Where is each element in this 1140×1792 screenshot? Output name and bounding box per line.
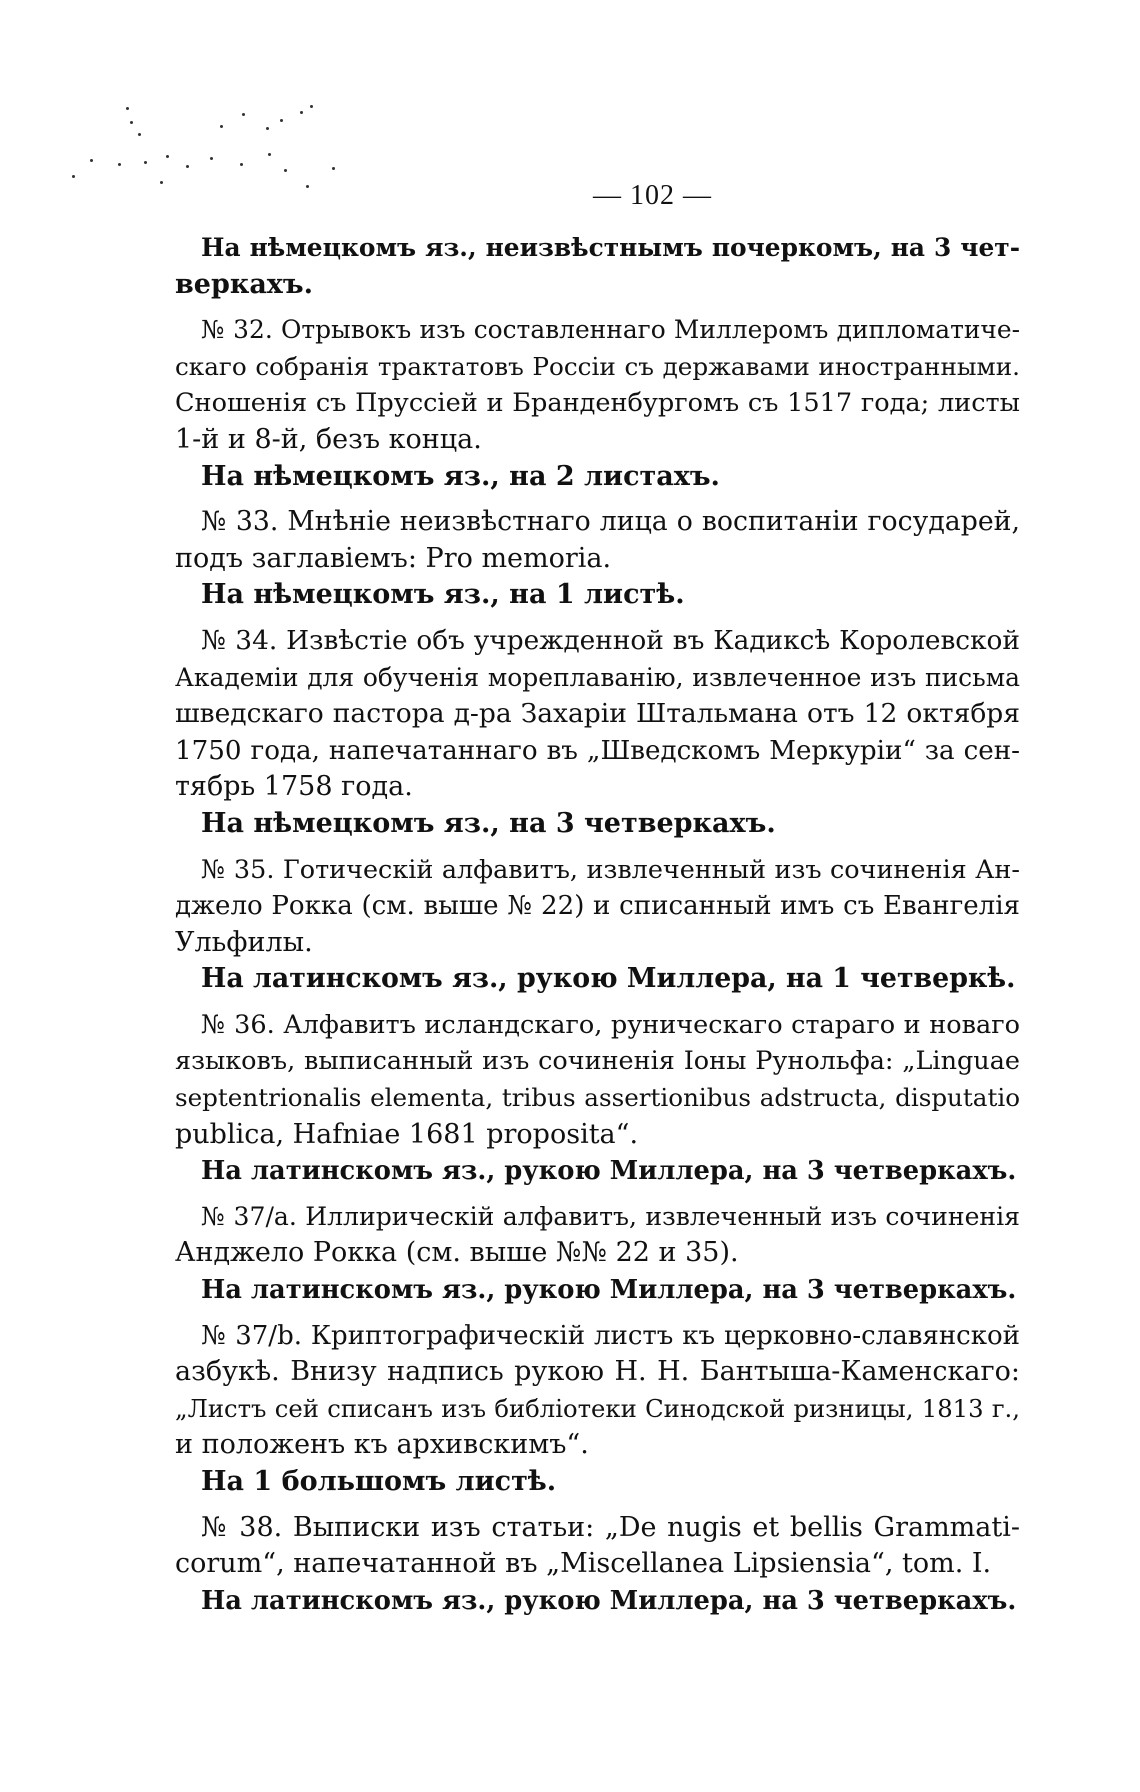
page-number: — 102 — xyxy=(593,180,712,211)
entry-line: 1750 года, напечатаннаго въ „Шведскомъ Меркуріи“ за сен- xyxy=(175,735,1020,766)
entry-line: Сношенія съ Пруссіей и Бранденбургомъ съ 1517 года; листы xyxy=(175,388,1020,419)
entry-line: тябрь 1758 года. xyxy=(175,771,413,803)
entry-line: № 32. Отрывокъ изъ составленнаго Миллеромъ дипломатиче- xyxy=(201,315,1020,345)
entry-note: На латинскомъ яз., рукою Миллера, на 3 четверкахъ. xyxy=(201,1156,1017,1187)
entry-line: publica, Hafniae 1681 proposita“. xyxy=(175,1118,639,1150)
entry-line: подъ заглавіемъ: Pro memoria. xyxy=(175,542,612,574)
entry-note: На нѣмецкомъ яз., на 3 четверкахъ. xyxy=(201,807,776,839)
catalog-entry xyxy=(175,1199,1020,1309)
entry-line: 1-й и 8-й, безъ конца. xyxy=(175,423,482,455)
entry-line: corum“, напечатанной въ „Miscellanea Lipsiensia“, tom. I. xyxy=(175,1548,992,1580)
text-line: веркахъ. xyxy=(175,268,314,300)
catalog-entry xyxy=(175,623,1020,843)
catalog-entry xyxy=(175,1007,1020,1190)
entry-line: № 33. Мнѣніе неизвѣстнаго лица о воспитаніи государей, xyxy=(201,506,1020,538)
entry-line: азбукѣ. Внизу надпись рукою Н. Н. Бантыша-Каменскаго: xyxy=(175,1356,1020,1388)
entry-line: языковъ, выписанный изъ сочиненія Іоны Рунольфа: „Linguae xyxy=(175,1046,1020,1077)
entry-line: „Листъ сей списанъ изъ библіотеки Синодской ризницы, 1813 г., xyxy=(175,1393,1020,1423)
entry-line: и положенъ къ архивскимъ“. xyxy=(175,1429,589,1461)
entry-line: скаго собранія трактатовъ Россіи съ державами иностранными. xyxy=(175,351,1020,381)
entry-line: № 36. Алфавитъ исландскаго, руническаго стараго и новаго xyxy=(201,1009,1020,1040)
entry-line: шведскаго пастора д-ра Захаріи Штальмана отъ 12 октября xyxy=(175,698,1020,730)
entry-line: Академіи для обученія мореплаванію, извлеченное изъ письма xyxy=(175,662,1020,692)
entry-line: № 35. Готическій алфавитъ, извлеченный изъ сочиненія Ан- xyxy=(201,854,1020,885)
entry-line: № 34. Извѣстіе объ учрежденной въ Кадиксѣ Королевской xyxy=(201,625,1020,656)
entry-note: На латинскомъ яз., рукою Миллера, на 1 четверкѣ. xyxy=(201,963,1016,995)
entry-note: На нѣмецкомъ яз., на 2 листахъ. xyxy=(201,460,720,492)
entry-line: джело Рокка (см. выше № 22) и списанный имъ съ Евангелія xyxy=(175,891,1020,922)
catalog-entry xyxy=(175,852,1020,998)
body-text xyxy=(175,230,1020,1628)
entry-note: На 1 большомъ листѣ. xyxy=(201,1466,557,1497)
entry-note: На латинскомъ яз., рукою Миллера, на 3 четверкахъ. xyxy=(201,1275,1017,1306)
entry-line: Ульфилы. xyxy=(175,926,313,958)
entry-line: № 37/b. Криптографическій листъ къ церковно-славянской xyxy=(201,1320,1020,1351)
catalog-entry xyxy=(175,312,1020,495)
catalog-entry xyxy=(175,1510,1020,1620)
text-line: На нѣмецкомъ яз., неизвѣстнымъ почеркомъ, на 3 чет- xyxy=(201,233,1020,262)
entry-line: Анджело Рокка (см. выше №№ 22 и 35). xyxy=(175,1237,739,1269)
entry-line: septentrionalis elementa, tribus assertionibus adstructa, disputatio xyxy=(175,1083,1020,1113)
catalog-entry xyxy=(175,504,1020,614)
entry-line: № 38. Выписки изъ статьи: „De nugis et bellis Grammati- xyxy=(201,1511,1020,1543)
entry-note: На нѣмецкомъ яз., на 1 листѣ. xyxy=(201,579,685,611)
entry-note: На латинскомъ яз., рукою Миллера, на 3 четверкахъ. xyxy=(201,1585,1017,1616)
entry-line: № 37/a. Иллирическій алфавитъ, извлеченный изъ сочиненія xyxy=(201,1201,1020,1231)
intro-block xyxy=(175,230,1020,303)
catalog-entry xyxy=(175,1318,1020,1501)
